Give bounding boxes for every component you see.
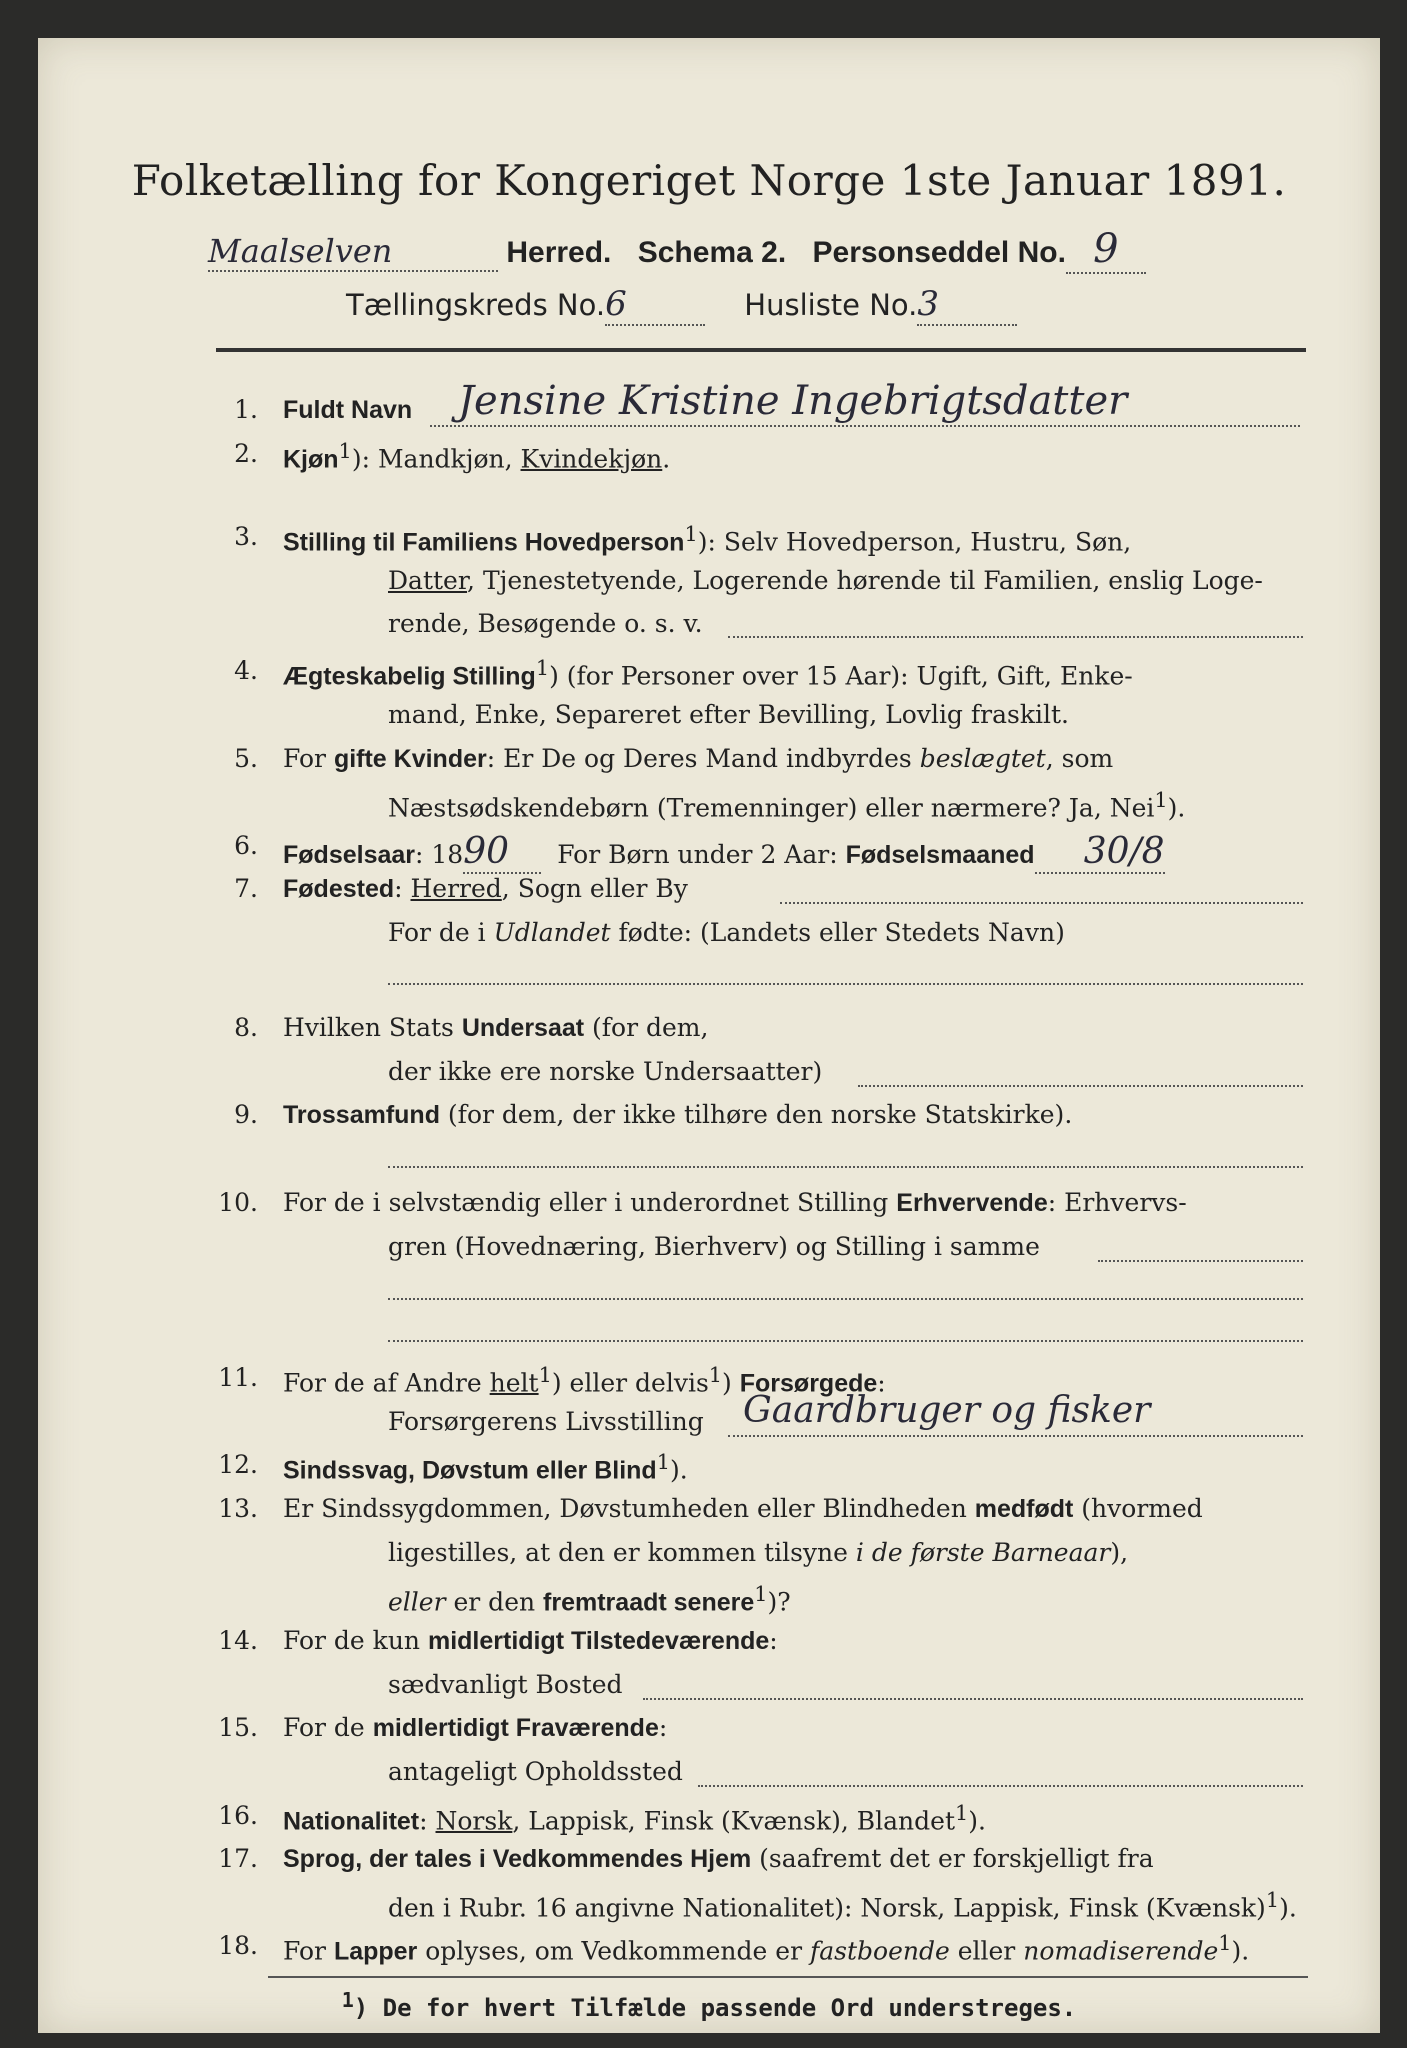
item-11-number: 11. — [218, 1363, 258, 1392]
item-11-line-2: Forsørgerens Livsstilling — [388, 1407, 704, 1436]
item-11-line-1: For de af Andre helt$^1$) eller delvis$^1$) Forsørgede: — [283, 1363, 886, 1398]
item-14-line — [643, 1698, 1303, 1700]
herred-value: Maalselven — [208, 232, 498, 272]
item-7-selected: Herred — [410, 874, 502, 903]
header-rule — [216, 348, 1306, 352]
item-17-number: 17. — [218, 1844, 258, 1873]
item-15-line-2: antageligt Opholdssted — [388, 1757, 683, 1786]
birth-month-value: 30/8 — [1035, 831, 1165, 874]
item-7-line-2: For de i Udlandet fødte: (Landets eller Stedets Navn) — [388, 918, 1065, 947]
item-13-line-2: ligestilles, at den er kommen tilsyne i de første Barneaar), — [388, 1538, 1129, 1567]
husliste-value: 3 — [917, 284, 1017, 326]
item-6-text: Fødselsaar: 1890 For Børn under 2 Aar: Fødselsmaaned 30/8 — [283, 831, 1165, 872]
item-10-number: 10. — [218, 1188, 258, 1217]
item-10-line-b — [388, 1298, 1303, 1300]
footnote-rule — [268, 1976, 1308, 1978]
item-11-line — [728, 1435, 1303, 1437]
item-14-line-2: sædvanligt Bosted — [388, 1670, 623, 1699]
item-9-text: Trossamfund (for dem, der ikke tilhøre den norske Statskirke). — [283, 1100, 1073, 1129]
item-10-line-a — [1098, 1260, 1303, 1262]
item-16-selected: Norsk — [435, 1806, 513, 1836]
birth-year-value: 90 — [463, 831, 541, 874]
item-7-line-3 — [388, 983, 1303, 985]
item-4-number: 4. — [234, 656, 258, 685]
footnote: $^1$) De for hvert Tilfælde passende Ord understreges. — [341, 1988, 1077, 2022]
item-11-selected: helt — [489, 1368, 539, 1398]
form-title: Folketælling for Kongeriget Norge 1ste Januar 1891. — [131, 156, 1287, 205]
item-1-number: 1. — [234, 395, 258, 424]
item-13-line-1: Er Sindssygdommen, Døvstumheden eller Blindheden medfødt (hvormed — [283, 1494, 1203, 1523]
item-3-number: 3. — [234, 522, 258, 551]
item-12-number: 12. — [218, 1450, 258, 1479]
item-4-line-2: mand, Enke, Separeret efter Bevilling, Lovlig fraskilt. — [388, 700, 1069, 729]
item-8-line-1: Hvilken Stats Undersaat (for dem, — [283, 1013, 709, 1042]
taellingskreds-value: 6 — [605, 284, 705, 326]
item-3-line-1: Stilling til Familiens Hovedperson$^1$): Selv Hovedperson, Hustru, Søn, — [283, 522, 1132, 557]
item-13-line-3: eller er den fremtraadt senere$^1$)? — [388, 1582, 791, 1617]
item-4-line-1: Ægteskabelig Stilling$^1$) (for Personer over 15 Aar): Ugift, Gift, Enke- — [283, 656, 1133, 691]
item-8-line-2: der ikke ere norske Undersaatter) — [388, 1057, 823, 1086]
item-1-line — [430, 425, 1300, 427]
item-7-number: 7. — [234, 874, 258, 903]
personseddel-value: 9 — [1066, 226, 1146, 274]
item-15-number: 15. — [218, 1713, 258, 1742]
item-3-line — [728, 636, 1303, 638]
husliste-label: Husliste No. — [744, 288, 918, 322]
taellingskreds-label: Tællingskreds No. — [346, 288, 606, 322]
item-14-line-1: For de kun midlertidigt Tilstedeværende: — [283, 1626, 778, 1655]
item-6-number: 6. — [234, 831, 258, 860]
item-5-line-1: For gifte Kvinder: Er De og Deres Mand indbyrdes beslægtet, som — [283, 744, 1114, 773]
item-2-number: 2. — [234, 439, 258, 468]
item-15-line-1: For de midlertidigt Fraværende: — [283, 1713, 668, 1742]
item-16-text: Nationalitet: Norsk, Lappisk, Finsk (Kvænsk), Blandet$^1$). — [283, 1801, 986, 1836]
item-5-line-2: Næstsødskendebørn (Tremenninger) eller nærmere? Ja, Nei$^1$). — [388, 788, 1186, 823]
item-1-name-value: Jensine Kristine Ingebrigtsdatter — [458, 378, 1128, 424]
item-9-line — [388, 1166, 1303, 1168]
item-12-text: Sindssvag, Døvstum eller Blind$^1$). — [283, 1450, 688, 1485]
item-2-text: Kjøn$^1$): Mandkjøn, Kvindekjøn. — [283, 439, 671, 474]
item-18-number: 18. — [218, 1931, 258, 1960]
item-10-line-1: For de i selvstændig eller i underordnet Stilling Erhvervende: Erhvervs- — [283, 1188, 1187, 1217]
item-14-number: 14. — [218, 1626, 258, 1655]
header-line-1 — [208, 226, 1146, 274]
item-7-line-1: Fødested: Herred, Sogn eller By — [283, 874, 688, 903]
item-15-line — [698, 1785, 1303, 1787]
item-13-number: 13. — [218, 1494, 258, 1523]
item-2-selected: Kvindekjøn — [520, 444, 663, 474]
item-10-line-c — [388, 1340, 1303, 1342]
item-3-line-3: rende, Besøgende o. s. v. — [388, 609, 703, 638]
item-17-line-1: Sprog, der tales i Vedkommendes Hjem (saafremt det er forskjelligt fra — [283, 1844, 1154, 1873]
item-5-number: 5. — [234, 744, 258, 773]
item-11-occupation-value: Gaardbruger og fisker — [743, 1390, 1151, 1431]
schema-label: Schema 2. — [637, 236, 787, 269]
census-form-page — [38, 38, 1380, 2033]
header-line-2 — [346, 284, 1017, 326]
item-8-line — [858, 1085, 1303, 1087]
item-1-label: Fuldt Navn — [283, 396, 413, 424]
herred-label: Herred. — [506, 236, 612, 269]
item-8-number: 8. — [234, 1013, 258, 1042]
item-9-number: 9. — [234, 1100, 258, 1129]
item-16-number: 16. — [218, 1801, 258, 1830]
item-18-text: For Lapper oplyses, om Vedkommende er fastboende eller nomadiserende$^1$). — [283, 1931, 1250, 1966]
item-7-line — [780, 902, 1303, 904]
item-17-line-2: den i Rubr. 16 angivne Nationalitet): Norsk, Lappisk, Finsk (Kvænsk)$^1$). — [388, 1888, 1297, 1923]
personseddel-label: Personseddel No. — [812, 236, 1066, 269]
item-3-line-2: Datter, Tjenestetyende, Logerende hørende til Familien, enslig Loge- — [388, 566, 1263, 595]
item-3-selected: Datter — [388, 566, 468, 595]
item-10-line-2: gren (Hovednæring, Bierhverv) og Stilling i samme — [388, 1232, 1040, 1261]
